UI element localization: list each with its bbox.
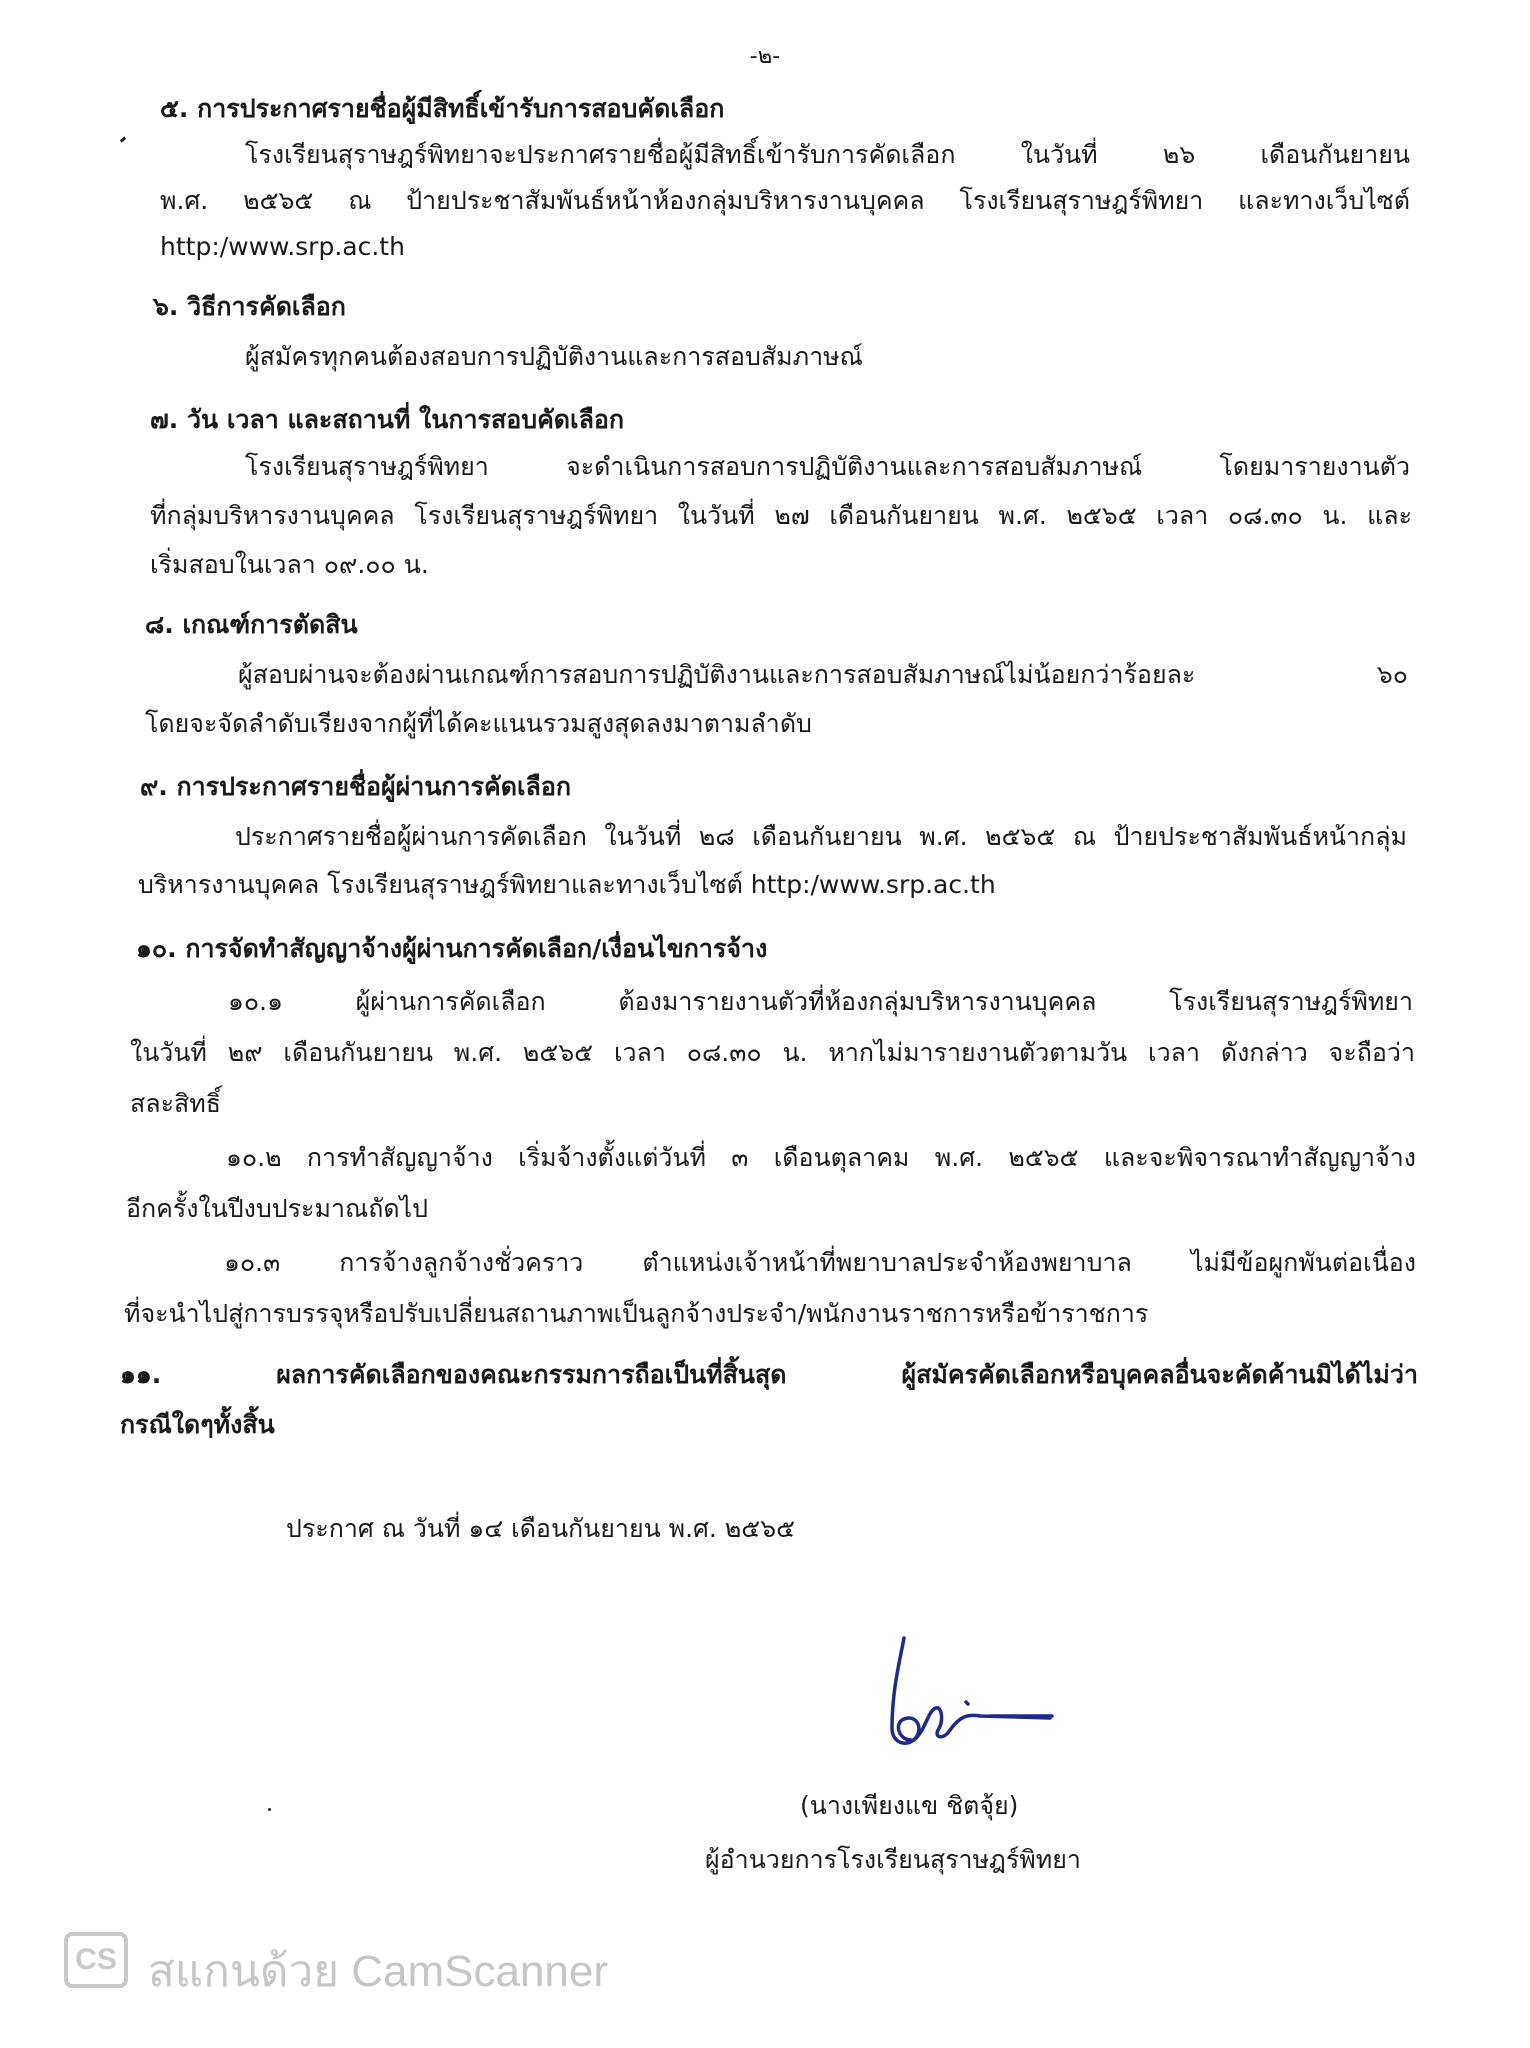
announce-date: ประกาศ ณ วันที่ ๑๔ เดือนกันยายน พ.ศ. ๒๕๖๕ xyxy=(286,1514,796,1543)
section-9-line: บริหารงานบุคคล โรงเรียนสุราษฎร์พิทยาและทางเว็บไซต์ http:/www.srp.ac.th xyxy=(138,870,996,899)
section-7-heading: ๗. วัน เวลา และสถานที่ ในการสอบคัดเลือก xyxy=(150,405,625,434)
section-7-line: เริ่มสอบในเวลา ๐๙.๐๐ น. xyxy=(150,550,429,579)
section-9-line: ประกาศรายชื่อผู้ผ่านการคัดเลือก ในวันที่ ๒๘ เดือนกันยายน พ.ศ. ๒๕๖๕ ณ ป้ายประชาสัมพันธ์หน้ากลุ่ม xyxy=(235,822,1407,851)
signatory-name: (นางเพียงแข ชิตจุ้ย) xyxy=(800,1791,1019,1820)
section-9-heading: ๙. การประกาศรายชื่อผู้ผ่านการคัดเลือก xyxy=(140,772,571,801)
section-10-1-line: สละสิทธิ์ xyxy=(130,1089,222,1118)
section-10-3-line: ที่จะนำไปสู่การบรรจุหรือปรับเปลี่ยนสถานภาพเป็นลูกจ้างประจำ/พนักงานราชการหรือข้าราชการ xyxy=(124,1299,1149,1328)
signature-image xyxy=(870,1630,1070,1760)
section-10-1-line: ในวันที่ ๒๙ เดือนกันยายน พ.ศ. ๒๕๖๕ เวลา ๐๘.๓๐ น. หากไม่มารายงานตัวตามวัน เวลา ดังกล่าว จะถือว่า xyxy=(130,1038,1415,1067)
scan-dot xyxy=(268,1808,271,1811)
section-6-line: ผู้สมัครทุกคนต้องสอบการปฏิบัติงานและการสอบสัมภาษณ์ xyxy=(245,342,863,371)
section-10-2-line: ๑๐.๒ การทำสัญญาจ้าง เริ่มจ้างตั้งแต่วันที่ ๓ เดือนตุลาคม พ.ศ. ๒๕๖๕ และจะพิจารณาทำสัญญาจ้าง xyxy=(226,1143,1416,1172)
page-number: -๒- xyxy=(749,44,781,69)
section-11-line: ๑๑. ผลการคัดเลือกของคณะกรรมการถือเป็นที่สิ้นสุด ผู้สมัครคัดเลือกหรือบุคคลอื่นจะคัดค้านมิได้ไม่ว่า xyxy=(120,1360,1418,1389)
section-8-heading: ๘. เกณฑ์การตัดสิน xyxy=(145,610,358,639)
section-7-line: โรงเรียนสุราษฎร์พิทยา จะดำเนินการสอบการปฏิบัติงานและการสอบสัมภาษณ์ โดยมารายงานตัว xyxy=(245,452,1410,481)
section-6-heading: ๖. วิธีการคัดเลือก xyxy=(153,292,346,321)
section-11-line: กรณีใดๆทั้งสิ้น xyxy=(120,1410,275,1439)
section-10-3-line: ๑๐.๓ การจ้างลูกจ้างชั่วคราว ตำแหน่งเจ้าหน้าที่พยาบาลประจำห้องพยาบาล ไม่มีข้อผูกพันต่อเนื่อง xyxy=(224,1248,1416,1277)
section-8-line: โดยจะจัดลำดับเรียงจากผู้ที่ได้คะแนนรวมสูงสุดลงมาตามลำดับ xyxy=(145,709,812,738)
section-5-line: โรงเรียนสุราษฎร์พิทยาจะประกาศรายชื่อผู้มีสิทธิ์เข้ารับการคัดเลือก ในวันที่ ๒๖ เดือนกันยายน xyxy=(245,140,1410,169)
section-10-2-line: อีกครั้งในปีงบประมาณถัดไป xyxy=(126,1194,429,1223)
section-5-line: พ.ศ. ๒๕๖๕ ณ ป้ายประชาสัมพันธ์หน้าห้องกลุ่มบริหารงานบุคคล โรงเรียนสุราษฎร์พิทยา และทางเว็บไซต์ xyxy=(160,186,1410,215)
section-5-url: http:/www.srp.ac.th xyxy=(160,232,405,261)
section-7-line: ที่กลุ่มบริหารงานบุคคล โรงเรียนสุราษฎร์พิทยา ในวันที่ ๒๗ เดือนกันยายน พ.ศ. ๒๕๖๕ เวลา ๐๘.๓๐ น. และ xyxy=(150,501,1412,530)
section-8-line: ผู้สอบผ่านจะต้องผ่านเกณฑ์การสอบการปฏิบัติงานและการสอบสัมภาษณ์ไม่น้อยกว่าร้อยละ ๖๐ xyxy=(238,660,1408,689)
camscanner-watermark-text: สแกนด้วย CamScanner xyxy=(148,1947,609,1996)
scan-mark xyxy=(120,136,127,142)
signatory-title: ผู้อำนวยการโรงเรียนสุราษฎร์พิทยา xyxy=(705,1845,1081,1874)
section-10-1-line: ๑๐.๑ ผู้ผ่านการคัดเลือก ต้องมารายงานตัวที่ห้องกลุ่มบริหารงานบุคคล โรงเรียนสุราษฎร์พิทยา xyxy=(228,987,1413,1016)
section-10-heading: ๑๐. การจัดทำสัญญาจ้างผู้ผ่านการคัดเลือก/เงื่อนไขการจ้าง xyxy=(136,934,768,963)
camscanner-logo: CS xyxy=(64,1932,128,1988)
section-5-heading: ๕. การประกาศรายชื่อผู้มีสิทธิ์เข้ารับการสอบคัดเลือก xyxy=(160,94,725,123)
